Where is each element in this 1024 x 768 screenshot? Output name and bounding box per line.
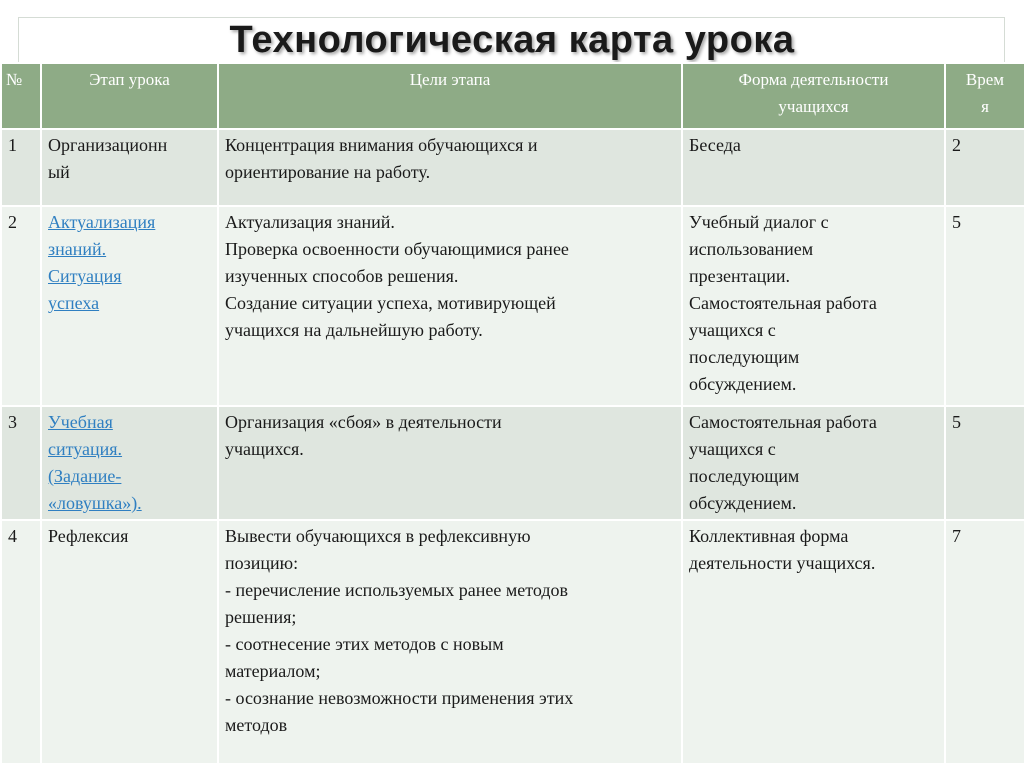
slide-title: Технологическая карта урока bbox=[229, 19, 795, 61]
stage-text: Рефлексия bbox=[48, 526, 129, 546]
activity-form-text: использованием bbox=[689, 239, 814, 259]
row-number: 2 bbox=[1, 206, 41, 406]
stage-cell bbox=[41, 206, 218, 406]
header-stage: Этап урока bbox=[41, 63, 218, 129]
activity-form-text: последующим bbox=[689, 466, 800, 486]
header-activity-form bbox=[682, 63, 945, 129]
goals-text: методов bbox=[225, 715, 288, 735]
header-time-line2: я bbox=[981, 97, 989, 116]
stage-text: Организационн bbox=[48, 135, 168, 155]
goals-text: изученных способов решения. bbox=[225, 266, 459, 286]
time-cell: 7 bbox=[945, 520, 1024, 764]
stage-cell bbox=[41, 129, 218, 206]
activity-form-text: обсуждением. bbox=[689, 493, 797, 513]
goals-text: - осознание невозможности применения этих bbox=[225, 688, 574, 708]
stage-cell bbox=[41, 520, 218, 764]
table-row bbox=[1, 520, 1024, 764]
goals-cell bbox=[218, 520, 682, 764]
table-row bbox=[1, 206, 1024, 406]
time-cell: 2 bbox=[945, 129, 1024, 206]
activity-form-text: презентации. bbox=[689, 266, 791, 286]
goals-text: Проверка освоенности обучающимися ранее bbox=[225, 239, 569, 259]
lesson-map-table bbox=[0, 62, 1024, 765]
activity-form-cell bbox=[682, 129, 945, 206]
stage-link[interactable]: Ситуация bbox=[48, 266, 122, 286]
stage-link[interactable]: ситуация. bbox=[48, 439, 123, 459]
stage-cell bbox=[41, 406, 218, 520]
header-goals: Цели этапа bbox=[218, 63, 682, 129]
row-number: 3 bbox=[1, 406, 41, 520]
header-number: № bbox=[1, 63, 41, 129]
goals-text: Вывести обучающихся в рефлексивную bbox=[225, 526, 531, 546]
goals-text: Организация «сбоя» в деятельности bbox=[225, 412, 502, 432]
row-number: 4 bbox=[1, 520, 41, 764]
goals-text: Создание ситуации успеха, мотивирующей bbox=[225, 293, 556, 313]
goals-cell bbox=[218, 406, 682, 520]
activity-form-text: обсуждением. bbox=[689, 374, 797, 394]
goals-text: позицию: bbox=[225, 553, 299, 573]
goals-cell bbox=[218, 129, 682, 206]
activity-form-cell bbox=[682, 406, 945, 520]
row-number: 1 bbox=[1, 129, 41, 206]
stage-link[interactable]: (Задание- bbox=[48, 466, 122, 486]
goals-text: - перечисление используемых ранее методов bbox=[225, 580, 568, 600]
goals-text: решения; bbox=[225, 607, 297, 627]
activity-form-text: последующим bbox=[689, 347, 800, 367]
activity-form-text: деятельности учащихся. bbox=[689, 553, 876, 573]
activity-form-cell bbox=[682, 206, 945, 406]
activity-form-text: учащихся с bbox=[689, 320, 776, 340]
goals-text: учащихся. bbox=[225, 439, 304, 459]
goals-text: - соотнесение этих методов с новым bbox=[225, 634, 504, 654]
goals-text: учащихся на дальнейшую работу. bbox=[225, 320, 483, 340]
header-activity-form-line1: Форма деятельности bbox=[738, 70, 889, 89]
activity-form-text: Коллективная форма bbox=[689, 526, 849, 546]
header-activity-form-line2: учащихся bbox=[778, 97, 849, 116]
header-time-line1: Врем bbox=[965, 70, 1005, 89]
table-header-row bbox=[1, 63, 1024, 129]
activity-form-text: Учебный диалог с bbox=[689, 212, 829, 232]
activity-form-text: Самостоятельная работа bbox=[689, 412, 877, 432]
header-time bbox=[945, 63, 1024, 129]
stage-link[interactable]: «ловушка»). bbox=[48, 493, 142, 513]
activity-form-cell bbox=[682, 520, 945, 764]
stage-link[interactable]: успеха bbox=[48, 293, 100, 313]
time-cell: 5 bbox=[945, 406, 1024, 520]
time-cell: 5 bbox=[945, 206, 1024, 406]
goals-cell bbox=[218, 206, 682, 406]
goals-text: материалом; bbox=[225, 661, 321, 681]
stage-link[interactable]: Актуализация bbox=[48, 212, 156, 232]
table-row bbox=[1, 406, 1024, 520]
goals-text: Концентрация внимания обучающихся и bbox=[225, 135, 538, 155]
stage-link[interactable]: знаний. bbox=[48, 239, 107, 259]
stage-link[interactable]: Учебная bbox=[48, 412, 113, 432]
table-row bbox=[1, 129, 1024, 206]
goals-text: ориентирование на работу. bbox=[225, 162, 431, 182]
activity-form-text: учащихся с bbox=[689, 439, 776, 459]
activity-form-text: Самостоятельная работа bbox=[689, 293, 877, 313]
activity-form-text: Беседа bbox=[689, 135, 741, 155]
stage-text: ый bbox=[48, 162, 70, 182]
goals-text: Актуализация знаний. bbox=[225, 212, 395, 232]
